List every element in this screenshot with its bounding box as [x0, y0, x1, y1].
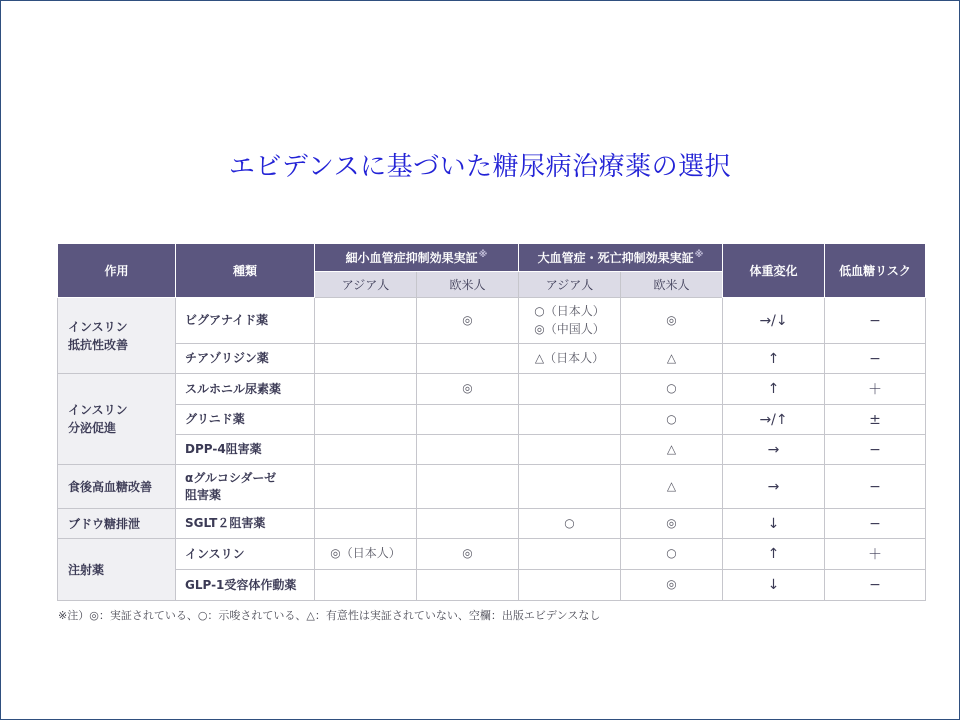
drug-name: スルホニル尿素薬: [176, 374, 315, 405]
micro-western-cell: ◎: [417, 298, 519, 344]
macro-asian-cell: [519, 374, 621, 405]
weight-cell: ↑: [723, 374, 825, 405]
micro-asian-cell: [315, 374, 417, 405]
macro-western-cell: ○: [621, 405, 723, 435]
micro-western-cell: ◎: [417, 539, 519, 570]
macro-asian-cell: △（日本人）: [519, 344, 621, 374]
header-micro-label: 細小血管症抑制効果実証: [345, 251, 478, 265]
micro-asian-cell: [315, 435, 417, 465]
macro-western-cell: ○: [621, 539, 723, 570]
macro-western-cell: ○: [621, 374, 723, 405]
header-micro: [315, 244, 519, 272]
category-label: 注射薬: [68, 562, 105, 577]
table-row: [58, 344, 926, 374]
macro-asian-cell: [519, 405, 621, 435]
macro-western-cell: ◎: [621, 509, 723, 539]
micro-asian-cell: [315, 344, 417, 374]
weight-cell: →: [723, 465, 825, 509]
weight-cell: →/↓: [723, 298, 825, 344]
macro-western-cell: ◎: [621, 570, 723, 601]
hypo-cell: ＋: [825, 539, 926, 570]
weight-cell: ↓: [723, 509, 825, 539]
header-macro-label: 大血管症・死亡抑制効果実証: [537, 251, 694, 265]
category-label: ブドウ糖排泄: [68, 516, 141, 531]
micro-western-cell: [417, 509, 519, 539]
micro-asian-cell: [315, 509, 417, 539]
table-row: [58, 465, 926, 509]
drug-name: DPP-4阻害薬: [176, 435, 315, 465]
micro-western-cell: [417, 344, 519, 374]
subheader-micro-asian: アジア人: [315, 272, 417, 298]
category-label: 食後高血糖改善: [68, 479, 153, 494]
micro-western-cell: [417, 435, 519, 465]
weight-cell: ↑: [723, 539, 825, 570]
category-glucose-excretion: [58, 509, 176, 539]
macro-asian-cell: [519, 539, 621, 570]
weight-cell: →: [723, 435, 825, 465]
hypo-cell: −: [825, 298, 926, 344]
table-row: [58, 435, 926, 465]
micro-western-cell: [417, 405, 519, 435]
hypo-cell: ＋: [825, 374, 926, 405]
weight-cell: ↑: [723, 344, 825, 374]
table-row: [58, 509, 926, 539]
table-row: [58, 539, 926, 570]
subheader-micro-western: 欧米人: [417, 272, 519, 298]
slide-title: エビデンスに基づいた糖尿病治療薬の選択: [228, 152, 732, 182]
drug-name: チアゾリジン薬: [176, 344, 315, 374]
micro-western-cell: ◎: [417, 374, 519, 405]
macro-asian-cell: [519, 570, 621, 601]
hypo-cell: −: [825, 509, 926, 539]
micro-asian-cell: ◎（日本人）: [315, 539, 417, 570]
header-weight: 体重変化: [723, 244, 825, 298]
weight-cell: →/↑: [723, 405, 825, 435]
drug-name: インスリン: [176, 539, 315, 570]
macro-western-cell: △: [621, 344, 723, 374]
drug-name: αグルコシダーゼ 阻害薬: [176, 465, 315, 509]
drug-name: グリニド薬: [176, 405, 315, 435]
macro-asian-cell: ○: [519, 509, 621, 539]
drug-name: SGLT２阻害薬: [176, 509, 315, 539]
macro-asian-cell: ○（日本人） ◎（中国人）: [519, 298, 621, 344]
header-macro-note: ※: [694, 250, 704, 260]
category-insulin-secretion: [58, 374, 176, 465]
macro-western-cell: △: [621, 465, 723, 509]
macro-asian-cell: [519, 435, 621, 465]
micro-asian-cell: [315, 405, 417, 435]
header-type: 種類: [176, 244, 315, 298]
hypo-cell: −: [825, 570, 926, 601]
table-row: [58, 374, 926, 405]
weight-cell: ↓: [723, 570, 825, 601]
footnote: ※注）◎：実証されている、○：示唆されている、△：有意性は実証されていない、空欄：出版エビデンスなし: [58, 609, 601, 622]
header-macro: [519, 244, 723, 272]
header-hypo: 低血糖リスク: [825, 244, 926, 298]
macro-western-cell: ◎: [621, 298, 723, 344]
hypo-cell: −: [825, 435, 926, 465]
table-row: [58, 570, 926, 601]
macro-asian-cell: [519, 465, 621, 509]
table-row: [58, 405, 926, 435]
macro-western-cell: △: [621, 435, 723, 465]
category-postprandial: [58, 465, 176, 509]
micro-asian-cell: [315, 298, 417, 344]
table-row: [58, 298, 926, 344]
category-injection: [58, 539, 176, 601]
drug-selection-table: [57, 243, 926, 601]
micro-western-cell: [417, 570, 519, 601]
subheader-macro-asian: アジア人: [519, 272, 621, 298]
subheader-macro-western: 欧米人: [621, 272, 723, 298]
category-label: インスリン 分泌促進: [68, 403, 128, 435]
micro-western-cell: [417, 465, 519, 509]
hypo-cell: −: [825, 465, 926, 509]
micro-asian-cell: [315, 465, 417, 509]
drug-name: GLP-1受容体作動薬: [176, 570, 315, 601]
drug-name: ビグアナイド薬: [176, 298, 315, 344]
hypo-cell: −: [825, 344, 926, 374]
header-action: 作用: [58, 244, 176, 298]
hypo-cell: ±: [825, 405, 926, 435]
category-label: インスリン 抵抗性改善: [68, 319, 129, 352]
category-insulin-resistance: [58, 298, 176, 374]
header-micro-note: ※: [478, 250, 488, 260]
micro-asian-cell: [315, 570, 417, 601]
